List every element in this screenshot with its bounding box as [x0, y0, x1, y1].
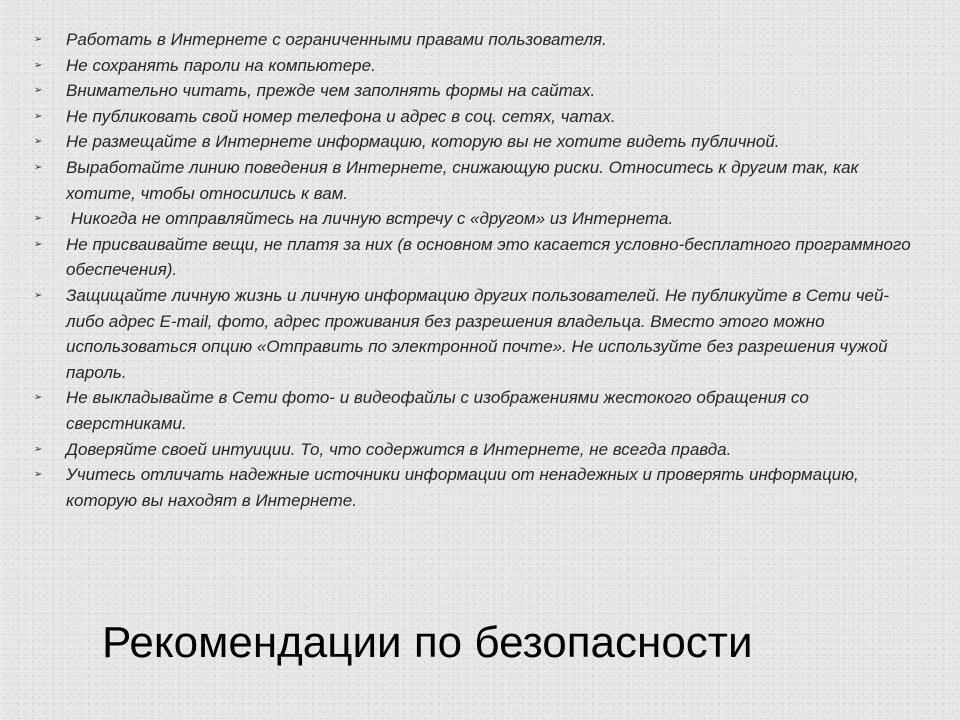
list-item [34, 104, 914, 130]
list-item-text: Не выкладывайте в Сети фото- и видеофайлы с изображениями жестокого обращения со сверстниками. [66, 388, 809, 433]
arrowhead-bullet-icon: ➢ [34, 443, 43, 455]
arrowhead-bullet-icon: ➢ [34, 34, 43, 45]
slide-title: Рекомендации по безопасности [102, 618, 753, 667]
list-item-text: Не публиковать свой номер телефона и адрес в соц. сетях, чатах. [66, 106, 616, 126]
arrowhead-bullet-icon: ➢ [34, 392, 43, 404]
arrowhead-bullet-icon: ➢ [34, 213, 43, 225]
arrowhead-bullet-icon: ➢ [34, 238, 43, 250]
list-item-text: Не размещайте в Интернете информацию, которую вы не хотите видеть публичной. [66, 132, 780, 152]
list-item-text: Выработайте линию поведения в Интернете, снижающую риски. Относитесь к другим так, как хотите, чтобы относились к вам. [66, 157, 859, 203]
list-item-text: Защищайте личную жизнь и личную информацию других пользователей. Не публикуйте в Сети чей-либо адрес E-mail, фото, адрес проживания без разрешения владельца. Вместо этого можно использоваться опцию «Отправить по электронной почте». Не используйте без разрешения чужой пароль. [66, 285, 890, 382]
arrowhead-bullet-icon: ➢ [34, 85, 43, 97]
list-item [34, 78, 914, 104]
list-item [34, 129, 914, 155]
arrowhead-bullet-icon: ➢ [34, 59, 43, 71]
list-item-text: Не присваивайте вещи, не платя за них (в основном это касается условно-бесплатного программного обеспечения). [66, 234, 911, 280]
list-item-text: Не сохранять пароли на компьютере. [66, 55, 376, 75]
arrowhead-bullet-icon: ➢ [34, 469, 43, 481]
list-item-text: Работать в Интернете с ограниченными правами пользователя. [66, 30, 607, 49]
arrowhead-bullet-icon: ➢ [34, 110, 43, 122]
recommendations-list [34, 27, 914, 513]
list-item-text: Доверяйте своей интуиции. То, что содержится в Интернете, не всегда правда. [66, 439, 732, 459]
list-item [34, 155, 914, 206]
list-item [34, 385, 914, 436]
list-item-text: Учитесь отличать надежные источники информации от ненадежных и проверять информацию, которую вы находят в Интернете. [66, 465, 859, 510]
arrowhead-bullet-icon: ➢ [34, 161, 43, 173]
list-item [34, 462, 914, 513]
list-item [34, 232, 914, 283]
list-item [34, 437, 914, 463]
arrowhead-bullet-icon: ➢ [34, 289, 43, 301]
list-item-text: Никогда не отправляйтесь на личную встречу с «другом» из Интернета. [66, 209, 674, 229]
arrowhead-bullet-icon: ➢ [34, 136, 43, 148]
list-item [34, 283, 914, 385]
list-item-text: Внимательно читать, прежде чем заполнять формы на сайтах. [66, 81, 596, 101]
list-item [34, 27, 914, 53]
list-item [34, 53, 914, 79]
list-item [34, 206, 914, 232]
